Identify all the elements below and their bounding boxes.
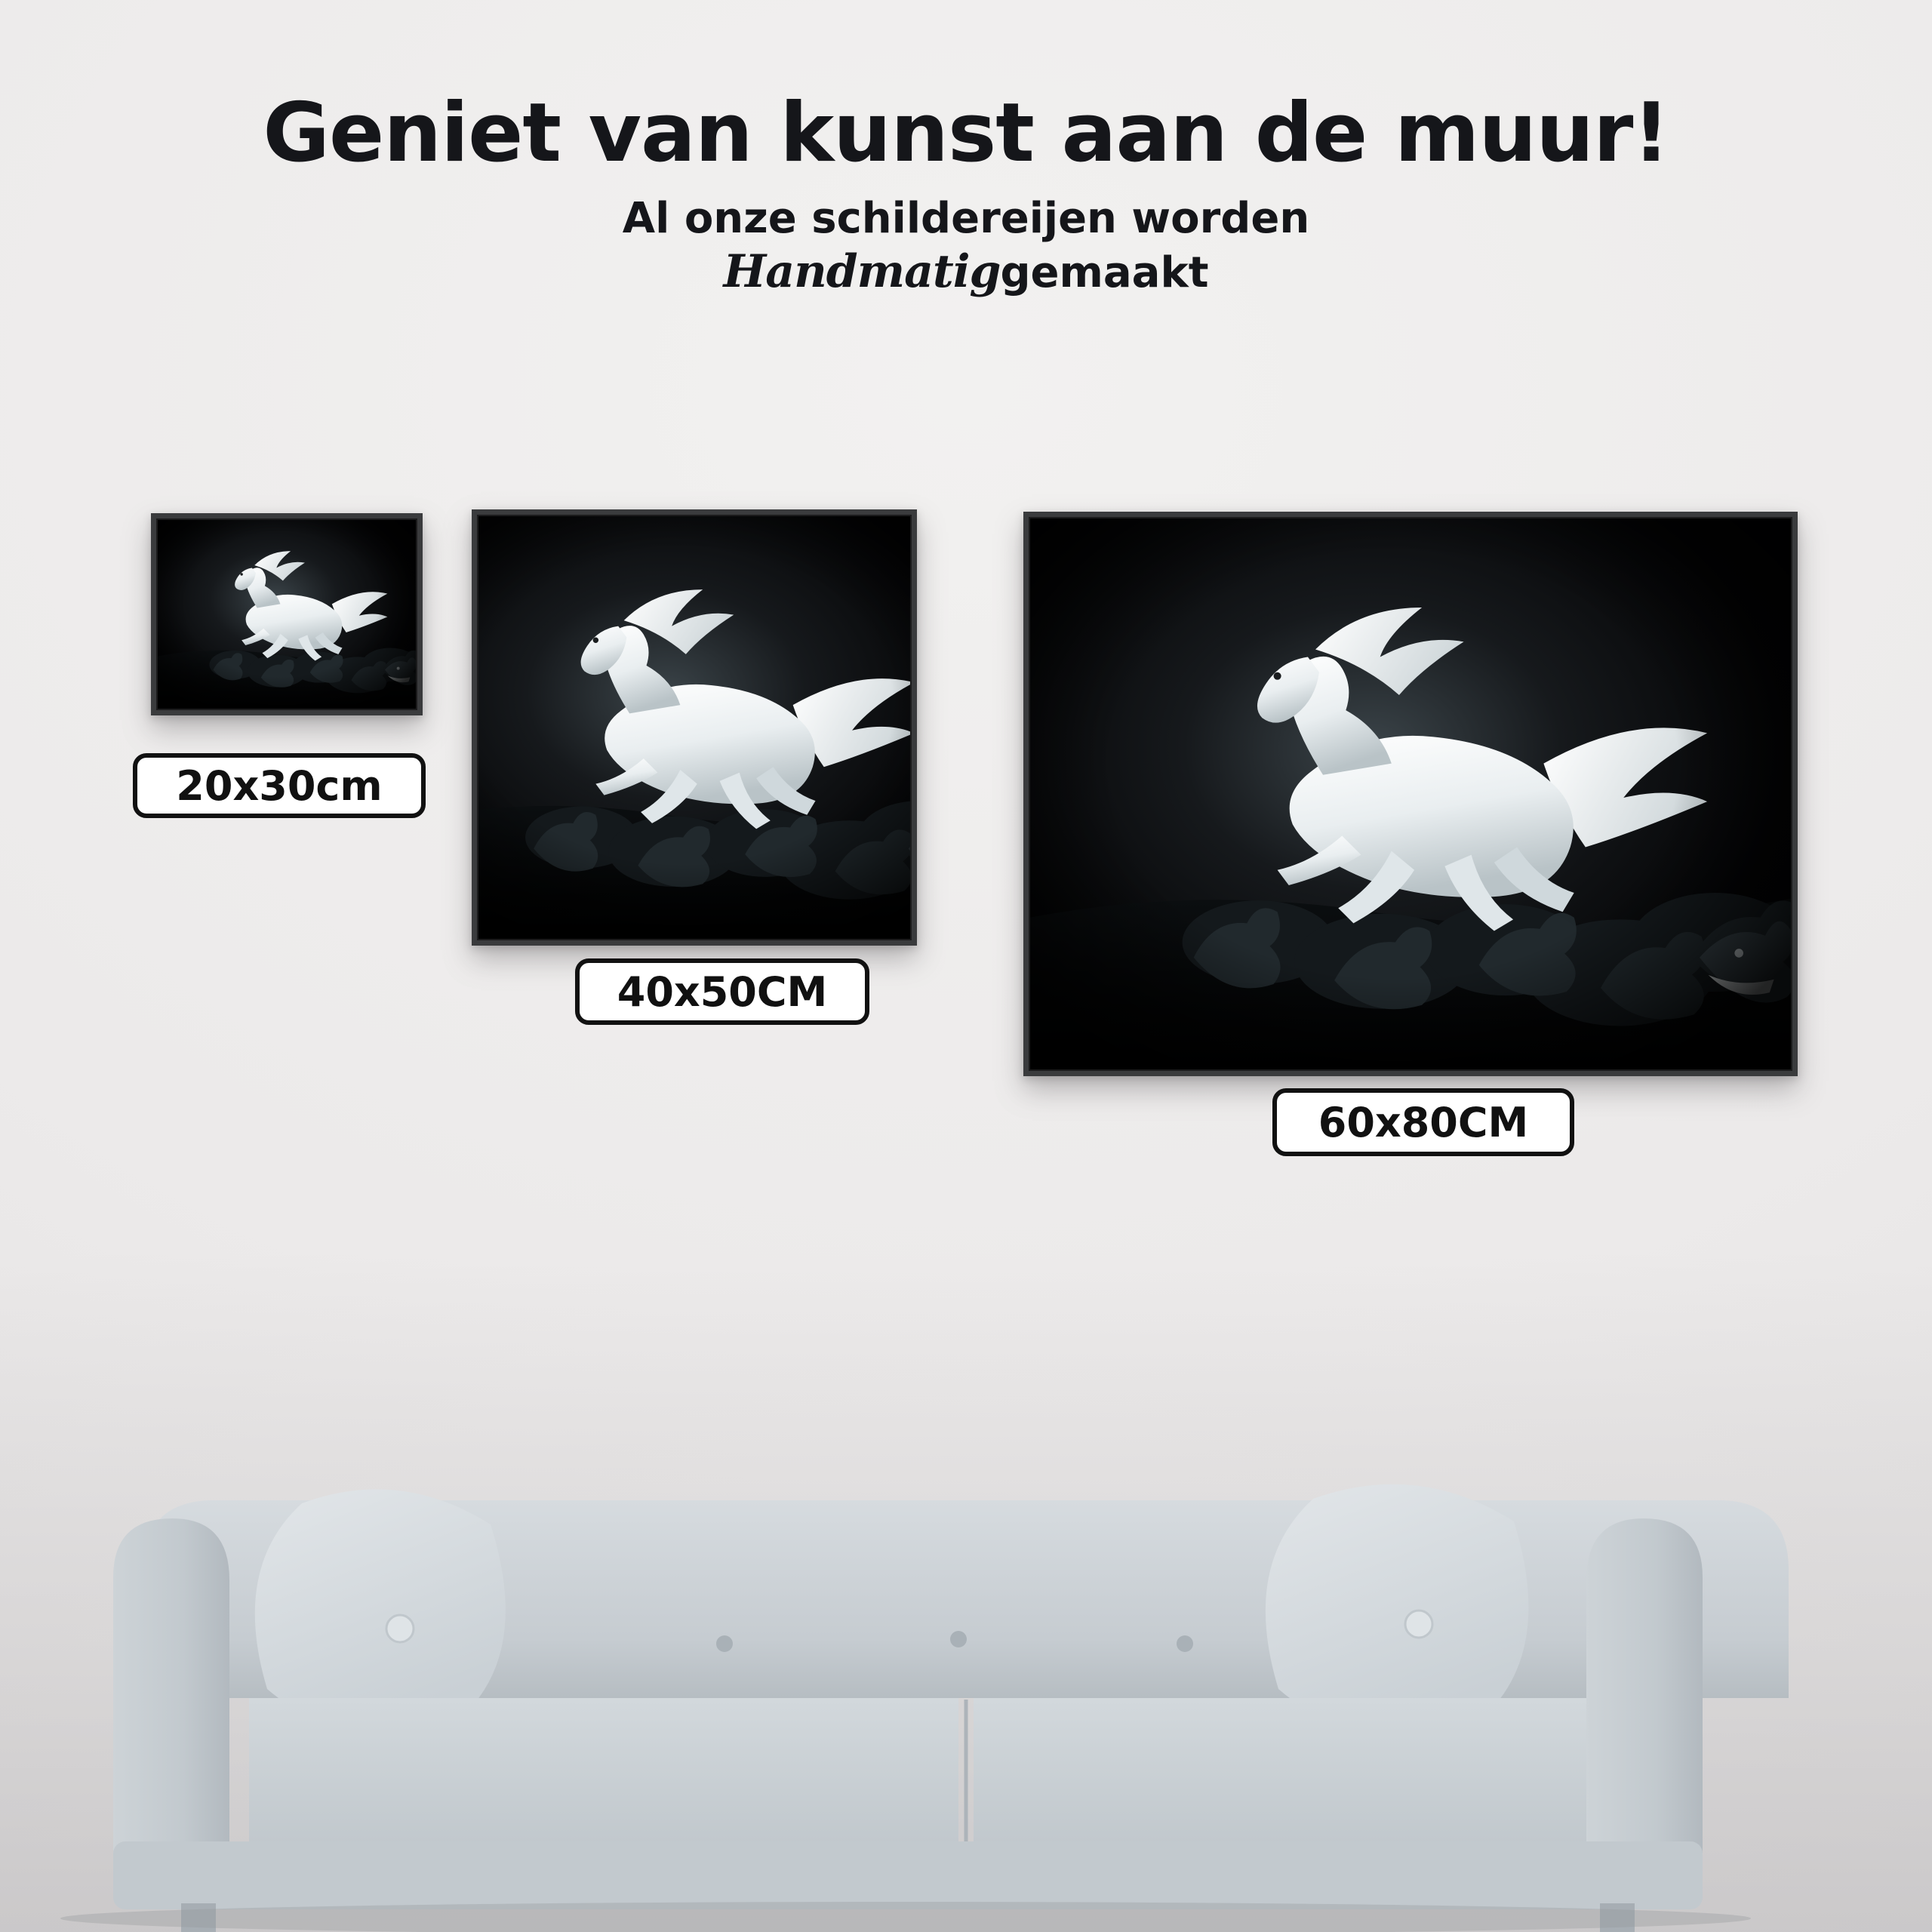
size-label-small[interactable]	[133, 753, 426, 818]
heading-block	[0, 86, 1932, 298]
artwork-image-medium	[478, 516, 910, 939]
artwork-frame-small[interactable]	[151, 513, 423, 715]
size-label-medium-text: 40x50CM	[617, 968, 828, 1016]
seat-cushion-right	[974, 1698, 1683, 1861]
sofa-base	[113, 1841, 1703, 1909]
size-label-large-text: 60x80CM	[1318, 1098, 1529, 1146]
subtitle-script-word: Handmatig	[723, 245, 1001, 298]
sofa-arm-right	[1586, 1518, 1703, 1861]
sofa-illustration	[0, 1343, 1932, 1932]
artwork-frame-medium[interactable]	[472, 509, 917, 946]
seat-cushion-left	[249, 1698, 958, 1861]
subtitle-rest-word: gemaakt	[1000, 248, 1209, 297]
artwork-image-large	[1030, 518, 1791, 1069]
subtitle-line-2	[0, 247, 1932, 297]
subtitle-line-1: Al onze schildereijen worden	[622, 194, 1310, 244]
pillow-right	[1266, 1484, 1528, 1733]
sofa-arm-left	[113, 1518, 229, 1861]
pillow-left	[255, 1489, 506, 1730]
page-title: Geniet van kunst aan de muur!	[263, 86, 1669, 180]
size-label-medium[interactable]	[575, 958, 869, 1025]
size-label-small-text: 20x30cm	[176, 761, 383, 810]
artwork-frame-large[interactable]	[1023, 512, 1798, 1076]
size-label-large[interactable]	[1272, 1088, 1574, 1156]
artwork-image-small	[158, 520, 416, 709]
